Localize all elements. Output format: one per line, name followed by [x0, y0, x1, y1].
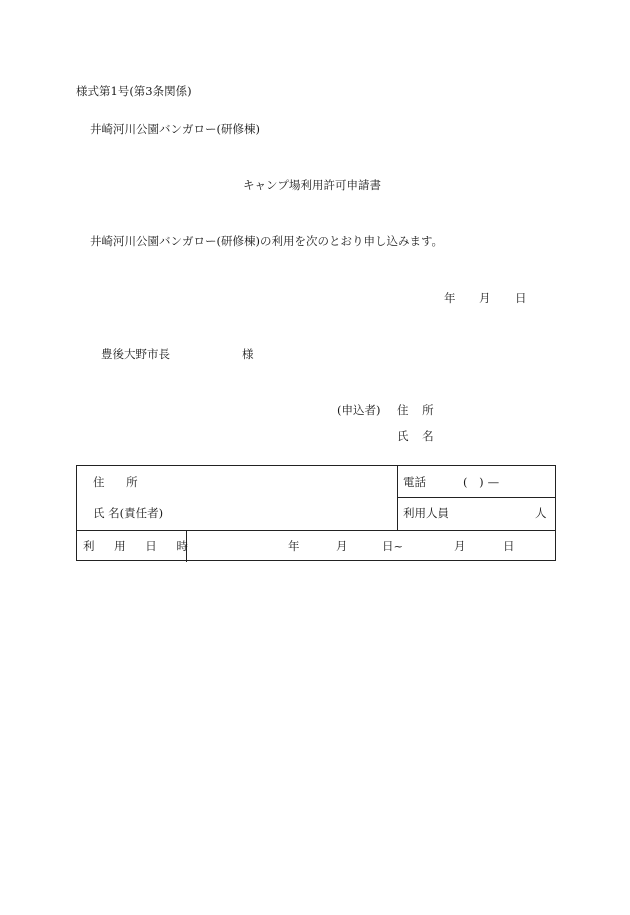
phone-label: 電話	[403, 475, 426, 489]
users-field[interactable]	[461, 502, 531, 526]
facility-name: 井崎河川公園バンガロー(研修棟)	[90, 122, 260, 136]
addressee-name: 豊後大野市長	[101, 347, 170, 361]
users-unit: 人	[535, 506, 547, 520]
address-label: 住 所	[93, 475, 147, 489]
users-label: 利用人員	[403, 506, 449, 520]
name-label: 氏 名(責任者)	[93, 506, 164, 520]
applicant-label: (申込者)	[337, 403, 381, 417]
document-title: キャンプ場利用許可申請書	[243, 178, 381, 192]
row-divider-2	[77, 530, 555, 531]
applicant-name: 氏 名	[397, 429, 439, 443]
usage-datetime-field[interactable]	[191, 534, 551, 558]
usage-from-year: 年	[288, 539, 300, 553]
date-year: 年	[444, 291, 456, 305]
date-day: 日	[515, 291, 527, 305]
phone-field[interactable]	[437, 470, 551, 494]
applicant-address: 住 所	[397, 403, 439, 417]
application-table	[76, 465, 556, 561]
address-field[interactable]	[157, 470, 393, 494]
usage-to-day: 日	[503, 539, 515, 553]
row-divider-1	[397, 497, 555, 498]
usage-label: 利 用 日 時	[83, 539, 196, 553]
request-text: 井崎河川公園バンガロー(研修棟)の利用を次のとおり申し込みます。	[90, 234, 444, 248]
col-divider-main	[397, 466, 398, 530]
phone-format: ( )—	[463, 475, 504, 489]
usage-to-month: 月	[454, 539, 466, 553]
addressee-honorific: 様	[242, 347, 254, 361]
usage-from-month: 月	[336, 539, 348, 553]
form-number: 様式第1号(第3条関係)	[76, 84, 192, 98]
name-field[interactable]	[197, 502, 393, 526]
usage-from-day: 日~	[382, 539, 404, 553]
date-month: 月	[479, 291, 491, 305]
